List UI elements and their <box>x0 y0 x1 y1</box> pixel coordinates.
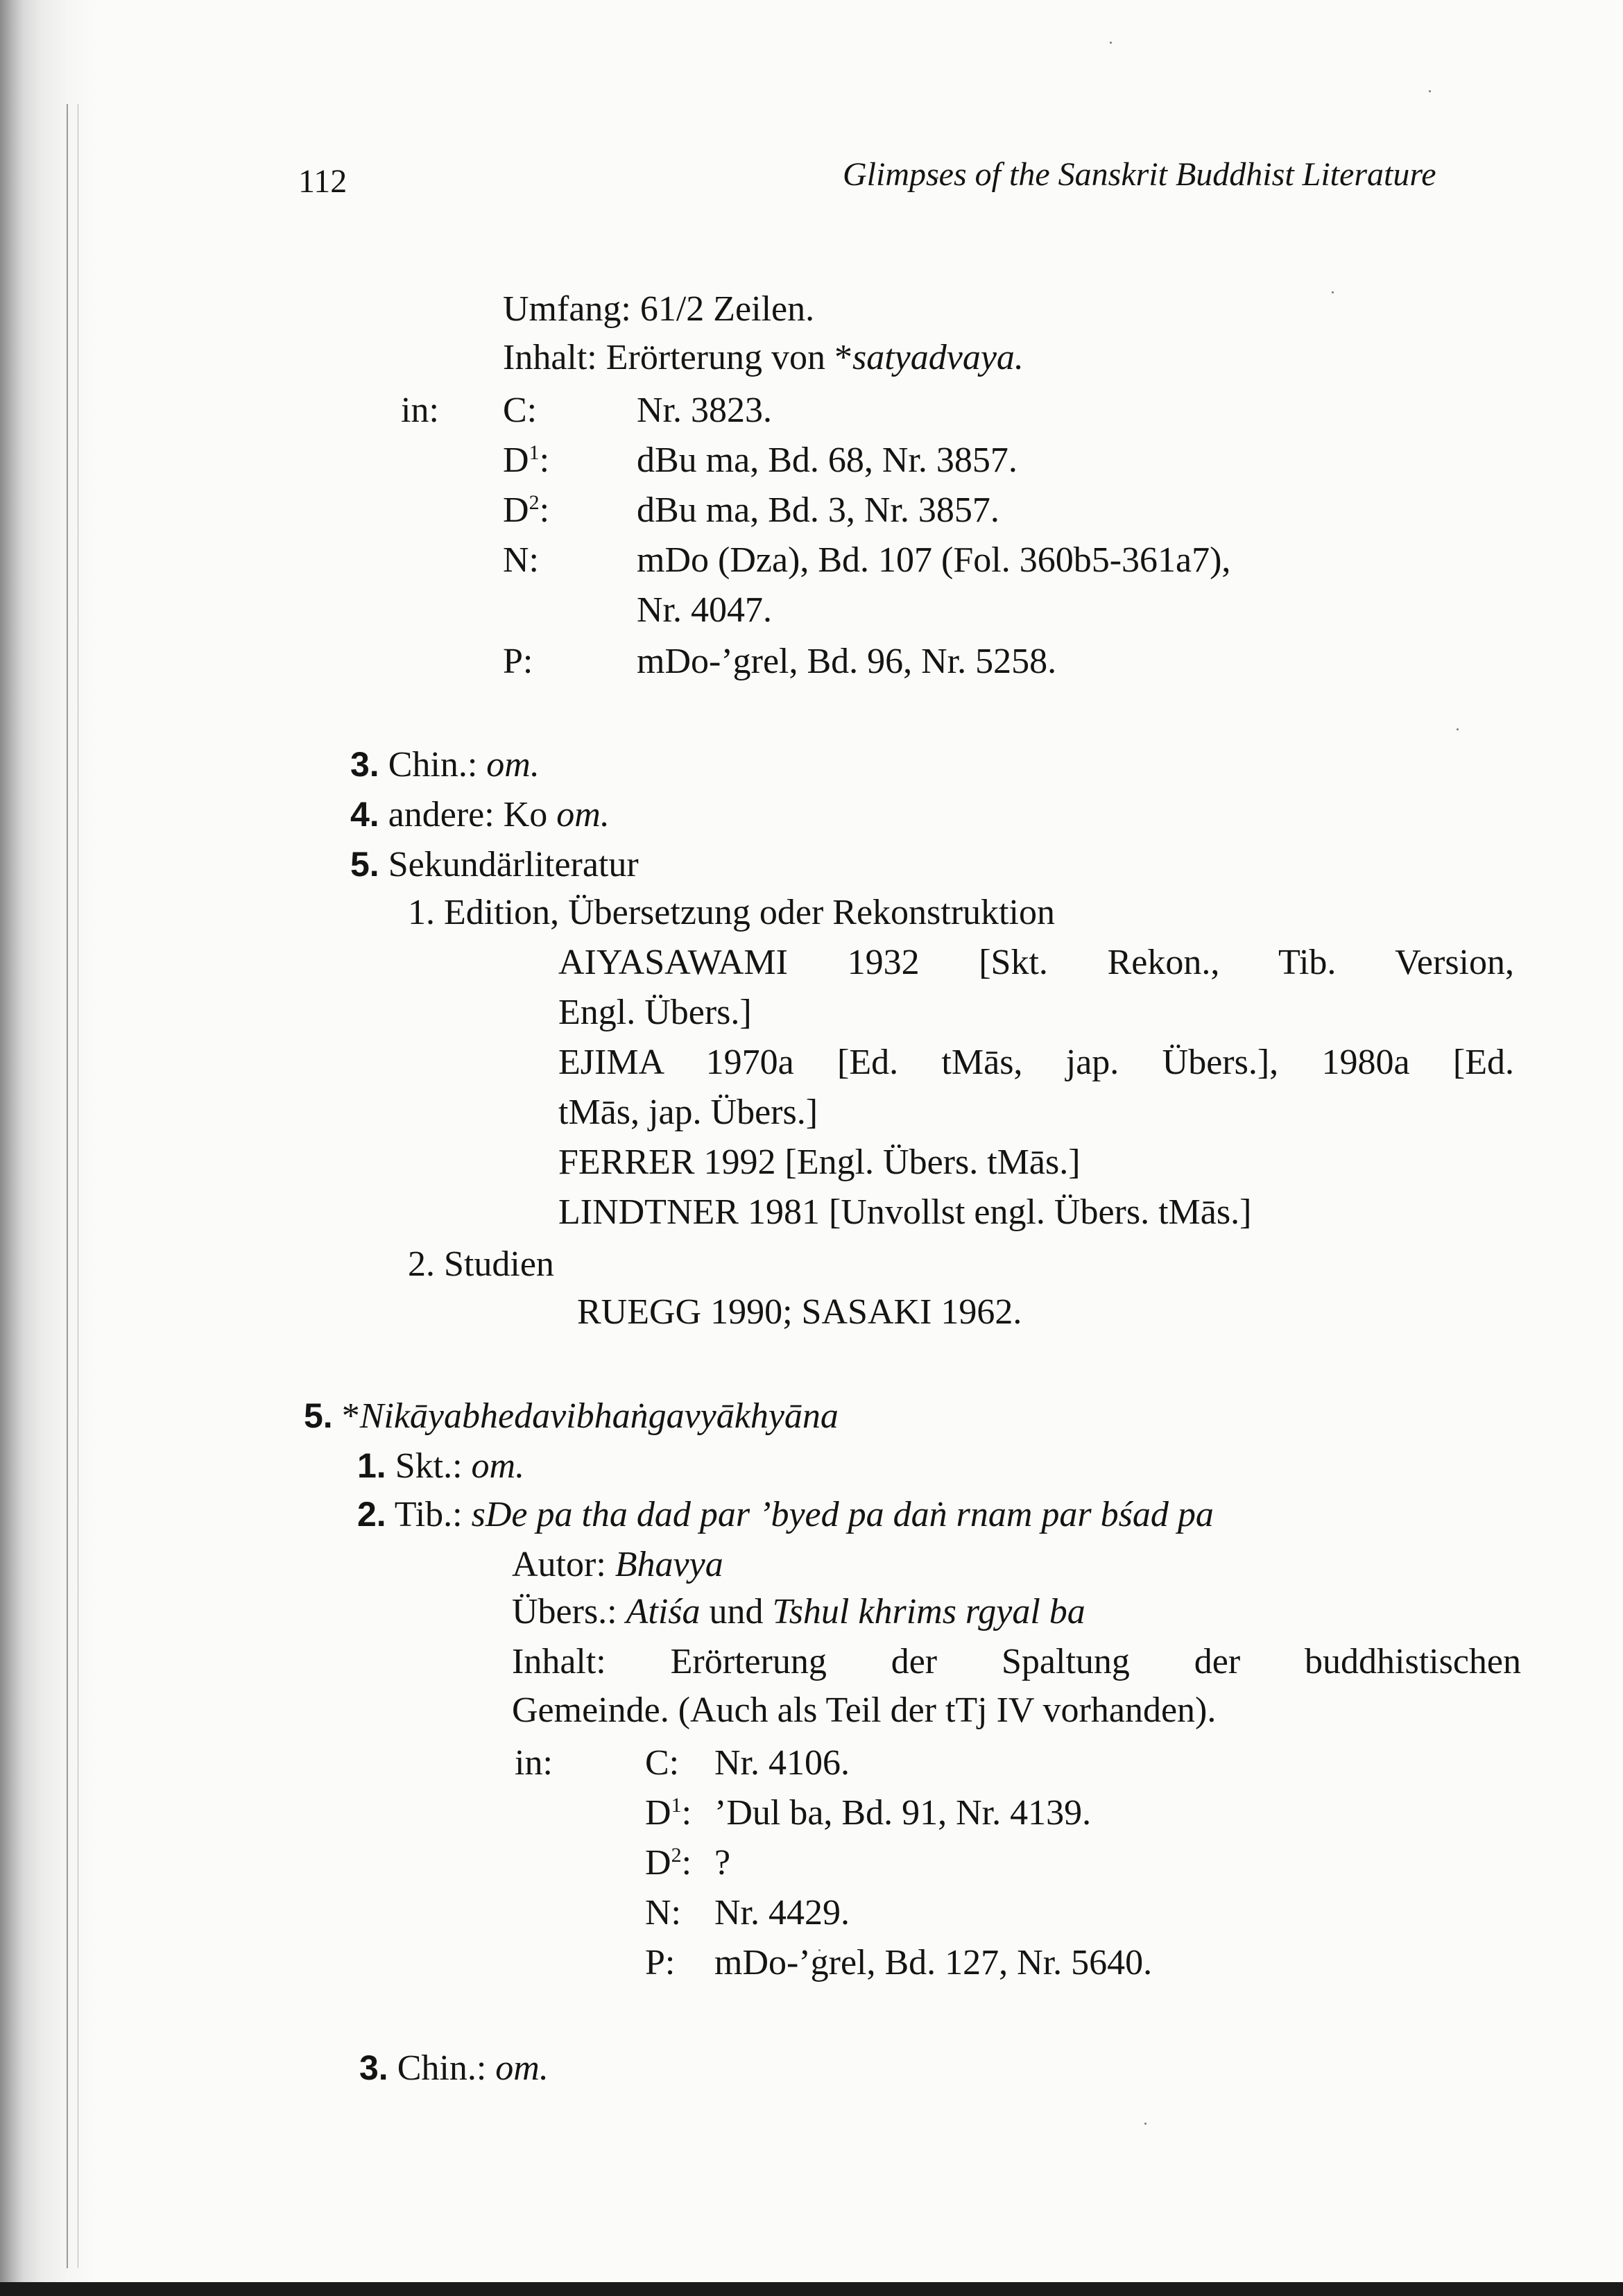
scan-speck <box>1144 2123 1147 2125</box>
source-text: dBu ma, Bd. 3, Nr. 3857. <box>637 490 999 530</box>
binding-line <box>67 104 68 2268</box>
inhalt-prefix: Inhalt: Erörterung von <box>503 338 834 377</box>
scan-speck <box>1110 42 1112 44</box>
source-text: mDo-’grel, Bd. 127, Nr. 5640. <box>714 1943 1153 1982</box>
umfang-line: Umfang: 61/2 Zeilen. <box>503 289 815 329</box>
studien-heading: 2. Studien <box>408 1244 554 1284</box>
tib-line: 2. Tib.: sDe pa tha dad par ’byed pa daṅ rnam par bśad pa <box>357 1495 1214 1534</box>
source-sig: C: <box>645 1743 680 1783</box>
chin-line: 3. Chin.: om. <box>359 2048 549 2088</box>
sekundaer-line: 5. Sekundärliteratur <box>350 845 639 884</box>
inhalt-star: * <box>834 338 852 377</box>
source-text: Nr. 3823. <box>637 391 772 430</box>
source-sig: C: <box>503 391 538 430</box>
andere-line: 4. andere: Ko om. <box>350 795 610 834</box>
scan-speck <box>1332 291 1334 293</box>
inhalt-line-cont: Gemeinde. (Auch als Teil der tTj IV vorhanden). <box>512 1690 1217 1730</box>
uebers-line: Übers.: Atiśa und Tshul khrims rgyal ba <box>512 1592 1085 1631</box>
edition-entry: FERRER 1992 [Engl. Übers. tMās.] <box>558 1142 1081 1182</box>
page-number: 112 <box>298 163 347 200</box>
source-text: Nr. 4429. <box>714 1893 850 1933</box>
source-text-cont: Nr. 4047. <box>637 590 772 630</box>
binding-shadow <box>0 0 97 2296</box>
source-text: ’Dul ba, Bd. 91, Nr. 4139. <box>714 1793 1092 1833</box>
edition-entry: tMās, jap. Übers.] <box>558 1093 818 1132</box>
source-sig: $D^2$: <box>645 1843 692 1883</box>
edition-entry: AIYASAWAMI 1932 [Skt. Rekon., Tib. Version, <box>558 943 1514 982</box>
inhalt-line <box>503 340 1024 376</box>
source-text: dBu ma, Bd. 68, Nr. 3857. <box>637 440 1017 480</box>
source-sig: $D^2$: <box>503 490 550 530</box>
source-text: mDo (Dza), Bd. 107 (Fol. 360b5-361a7), <box>637 540 1231 580</box>
entry5-title-line: 5. *Nikāyabhedavibhaṅgavyākhyāna <box>304 1396 839 1436</box>
scan-edge-bar <box>0 2282 1623 2296</box>
studien-entry: RUEGG 1990; SASAKI 1962. <box>577 1292 1022 1332</box>
running-title: Glimpses of the Sanskrit Buddhist Literature <box>843 156 1436 193</box>
scan-speck <box>1457 728 1459 730</box>
source-sig: $D^1$: <box>503 440 550 480</box>
inhalt-line: Inhalt: Erörterung der Spaltung der buddhistischen <box>512 1642 1521 1681</box>
scan-speck <box>1429 90 1431 92</box>
edition-entry: LINDTNER 1981 [Unvollst engl. Übers. tMās.] <box>558 1192 1252 1232</box>
source-text: mDo-’grel, Bd. 96, Nr. 5258. <box>637 642 1057 681</box>
source-sig: P: <box>645 1943 676 1982</box>
source-sig: $D^1$: <box>645 1793 692 1833</box>
in-label: in: <box>401 391 439 430</box>
edition-heading: 1. Edition, Übersetzung oder Rekonstruktion <box>408 893 1055 932</box>
inhalt-term: satyadvaya. <box>852 338 1024 377</box>
skt-line: 1. Skt.: om. <box>357 1446 525 1486</box>
edition-entry: Engl. Übers.] <box>558 993 752 1032</box>
source-text: Nr. 4106. <box>714 1743 850 1783</box>
in-label: in: <box>515 1743 553 1783</box>
source-text: ? <box>714 1843 731 1883</box>
source-sig: P: <box>503 642 533 681</box>
edition-entry: EJIMA 1970a [Ed. tMās, jap. Übers.], 1980a [Ed. <box>558 1043 1514 1082</box>
source-sig: N: <box>645 1893 681 1933</box>
autor-line: Autor: Bhavya <box>512 1545 723 1584</box>
chin-line: 3. Chin.: om. <box>350 745 540 785</box>
source-sig: N: <box>503 540 539 580</box>
